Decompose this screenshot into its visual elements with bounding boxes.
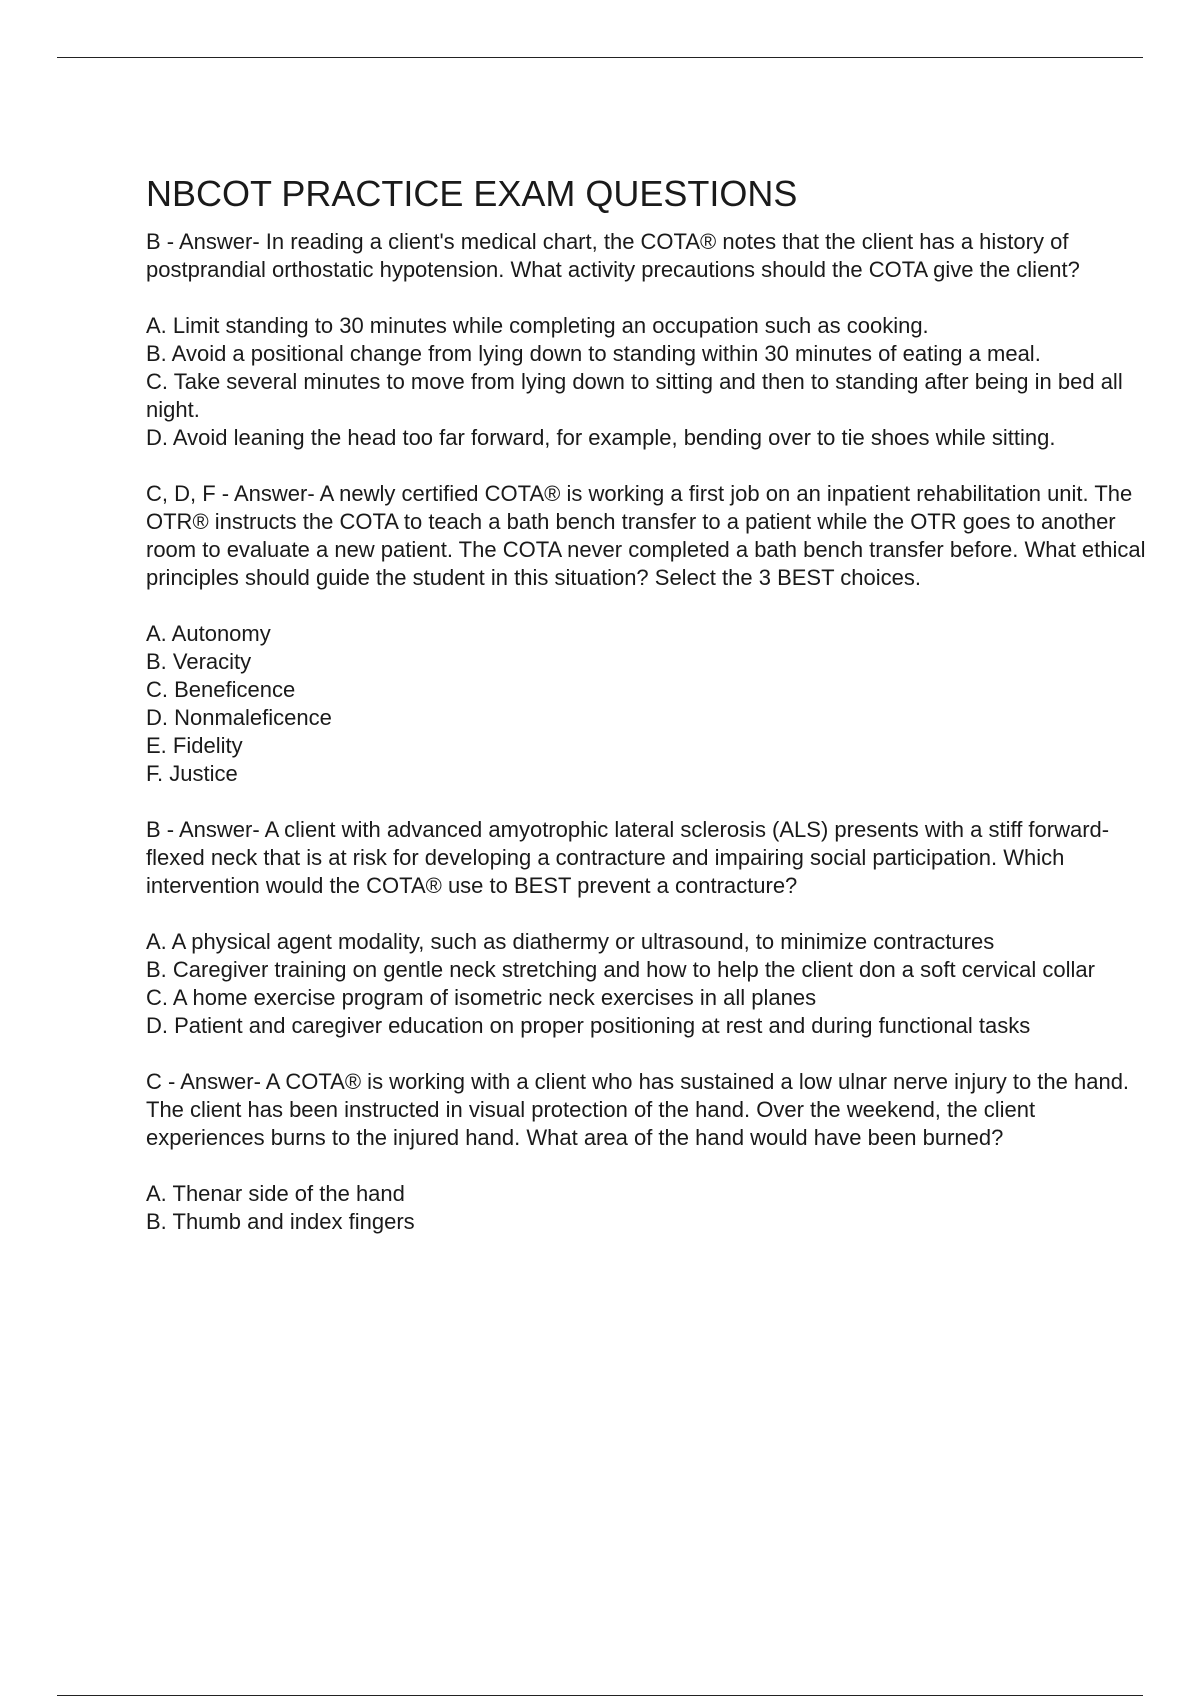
answer-options bbox=[146, 1180, 1146, 1236]
option-item: D. Avoid leaning the head too far forward, for example, bending over to tie shoes while sitting. bbox=[146, 425, 1056, 450]
question-text: B - Answer- In reading a client's medical chart, the COTA® notes that the client has a history of postprandial orthostatic hypotension. What activity precautions should the COTA give the client? bbox=[146, 229, 1080, 282]
answer-options bbox=[146, 312, 1146, 452]
option-item: B. Avoid a positional change from lying down to standing within 30 minutes of eating a meal. bbox=[146, 341, 1041, 366]
top-divider bbox=[57, 57, 1143, 58]
option-item: B. Thumb and index fingers bbox=[146, 1209, 415, 1234]
bottom-divider bbox=[57, 1695, 1143, 1696]
option-item: A. Autonomy bbox=[146, 621, 271, 646]
page-title: NBCOT PRACTICE EXAM QUESTIONS bbox=[146, 173, 798, 214]
question-block-4 bbox=[146, 1068, 1146, 1236]
document-body bbox=[146, 170, 1146, 1236]
option-item: A. Thenar side of the hand bbox=[146, 1181, 405, 1206]
option-item: C. Take several minutes to move from lying down to sitting and then to standing after being in bed all night. bbox=[146, 369, 1123, 422]
option-item: C. A home exercise program of isometric neck exercises in all planes bbox=[146, 985, 817, 1010]
option-item: A. A physical agent modality, such as diathermy or ultrasound, to minimize contractures bbox=[146, 929, 995, 954]
answer-options bbox=[146, 928, 1146, 1040]
option-item: A. Limit standing to 30 minutes while completing an occupation such as cooking. bbox=[146, 313, 929, 338]
question-text: B - Answer- A client with advanced amyotrophic lateral sclerosis (ALS) presents with a stiff forward-flexed neck that is at risk for developing a contracture and impairing social participation. Which intervention would the COTA® use to BEST prevent a contracture? bbox=[146, 817, 1110, 898]
option-item: D. Nonmaleficence bbox=[146, 705, 332, 730]
question-text: C, D, F - Answer- A newly certified COTA® is working a first job on an inpatient rehabilitation unit. The OTR® instructs the COTA to teach a bath bench transfer to a patient while the OTR goes to another room to evaluate a new patient. The COTA never completed a bath bench transfer before. What ethical principles should guide the student in this situation? Select the 3 BEST choices. bbox=[146, 481, 1146, 590]
option-item: F. Justice bbox=[146, 761, 238, 786]
option-item: E. Fidelity bbox=[146, 733, 243, 758]
option-item: B. Caregiver training on gentle neck stretching and how to help the client don a soft cervical collar bbox=[146, 957, 1095, 982]
option-item: B. Veracity bbox=[146, 649, 252, 674]
option-item: D. Patient and caregiver education on proper positioning at rest and during functional tasks bbox=[146, 1013, 1031, 1038]
answer-options bbox=[146, 620, 1146, 788]
question-block-1 bbox=[146, 228, 1146, 452]
question-block-3 bbox=[146, 816, 1146, 1040]
option-item: C. Beneficence bbox=[146, 677, 296, 702]
question-text: C - Answer- A COTA® is working with a client who has sustained a low ulnar nerve injury to the hand. The client has been instructed in visual protection of the hand. Over the weekend, the client experiences burns to the injured hand. What area of the hand would have been burned? bbox=[146, 1069, 1130, 1150]
question-block-2 bbox=[146, 480, 1146, 788]
